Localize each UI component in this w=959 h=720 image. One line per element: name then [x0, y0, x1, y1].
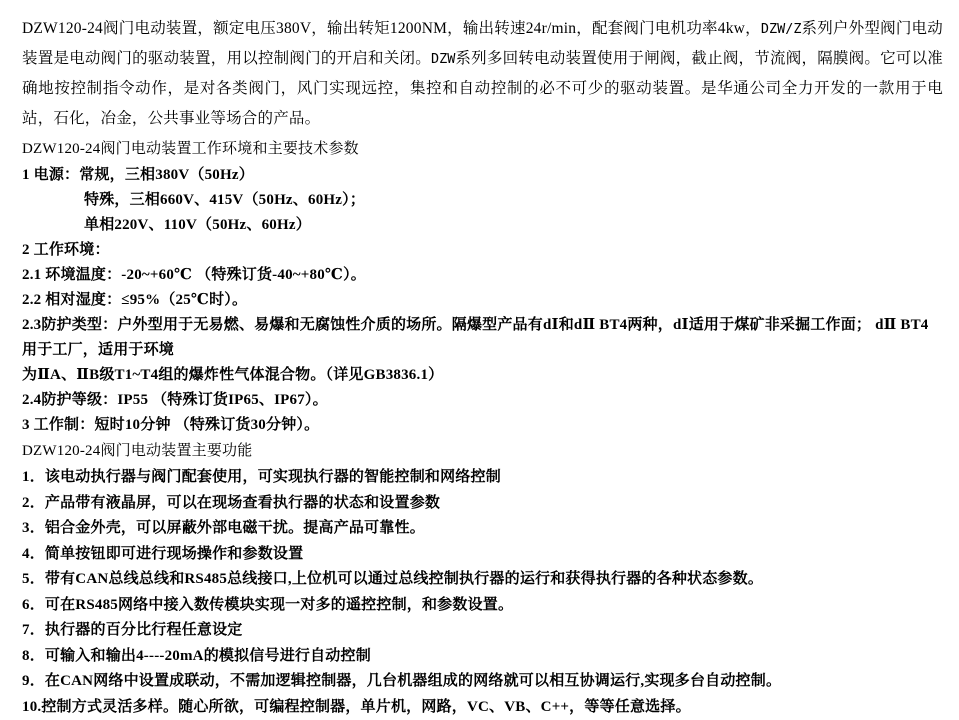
intro-text-part3: 系列多回转电动装置使用于闸阀，截止阀，节流阀，隔膜阀。它可以准确地按控制指令动作，是对各类阀门，风门实现远控，集控和自动控制的必不可少的驱动装置。是华通公司全力开发的一款用于电站，石化，冶金，公共事业等场合的产品。 [22, 50, 943, 127]
spec-line-protection-grade: 2.4防护等级：IP55 （特殊订货IP65、IP67）。 [22, 388, 943, 413]
intro-model-code-2: DZW [431, 51, 455, 67]
intro-model-code-1: DZW/Z [761, 21, 802, 37]
feature-item-10: 10.控制方式灵活多样。随心所欲，可编程控制器，单片机，网路，VC、VB、C++，等等任意选择。 [22, 695, 943, 720]
spec-line-power-special-1: 特殊，三相660V、415V（50Hz、60Hz）； [22, 188, 943, 213]
features-section-heading: DZW120-24阀门电动装置主要功能 [22, 438, 943, 465]
intro-paragraph [22, 14, 943, 134]
spec-section-heading: DZW120-24阀门电动装置工作环境和主要技术参数 [22, 136, 943, 163]
intro-text-part1: DZW120-24阀门电动装置，额定电压380V，输出转矩1200NM，输出转速24r/min，配套阀门电机功率4kw， [22, 20, 761, 37]
intro-text-part2: 系列户外型阀门电动装置是电动阀门的驱动装置，用以控制阀门的开启和关闭。 [22, 20, 943, 67]
spec-line-power: 1 电源：常规，三相380V（50Hz） [22, 163, 943, 188]
feature-item-2: 2．产品带有液晶屏，可以在现场查看执行器的状态和设置参数 [22, 491, 943, 517]
feature-item-8: 8．可输入和输出4----20mA的模拟信号进行自动控制 [22, 644, 943, 670]
spec-line-power-special-2: 单相220V、110V（50Hz、60Hz） [22, 213, 943, 238]
feature-item-3: 3．铝合金外壳，可以屏蔽外部电磁干扰。提高产品可靠性。 [22, 516, 943, 542]
feature-item-9: 9．在CAN网络中设置成联动，不需加逻辑控制器，几台机器组成的网络就可以相互协调运行,实现多台自动控制。 [22, 669, 943, 695]
feature-item-6: 6．可在RS485网络中接入数传模块实现一对多的遥控控制，和参数设置。 [22, 593, 943, 619]
feature-item-5: 5．带有CAN总线总线和RS485总线接口,上位机可以通过总线控制执行器的运行和获得执行器的各种状态参数。 [22, 567, 943, 593]
spec-line-temperature: 2.1 环境温度：-20~+60℃ （特殊订货-40~+80℃）。 [22, 263, 943, 288]
spec-line-protection-type-1: 2.3防护类型：户外型用于无易燃、易爆和无腐蚀性介质的场所。隔爆型产品有dⅠ和dⅡ BT4两种，dⅠ适用于煤矿非采掘工作面； dⅡ BT4用于工厂，适用于环境 [22, 313, 943, 363]
spec-line-humidity: 2.2 相对湿度：≤95%（25℃时）。 [22, 288, 943, 313]
feature-item-4: 4．简单按钮即可进行现场操作和参数设置 [22, 542, 943, 568]
feature-item-1: 1．该电动执行器与阀门配套使用，可实现执行器的智能控制和网络控制 [22, 465, 943, 491]
spec-line-duty: 3 工作制：短时10分钟 （特殊订货30分钟）。 [22, 413, 943, 438]
spec-line-working-env: 2 工作环境： [22, 238, 943, 263]
feature-item-7: 7．执行器的百分比行程任意设定 [22, 618, 943, 644]
spec-line-protection-type-2: 为ⅡA、ⅡB级T1~T4组的爆炸性气体混合物。（详见GB3836.1） [22, 363, 943, 388]
